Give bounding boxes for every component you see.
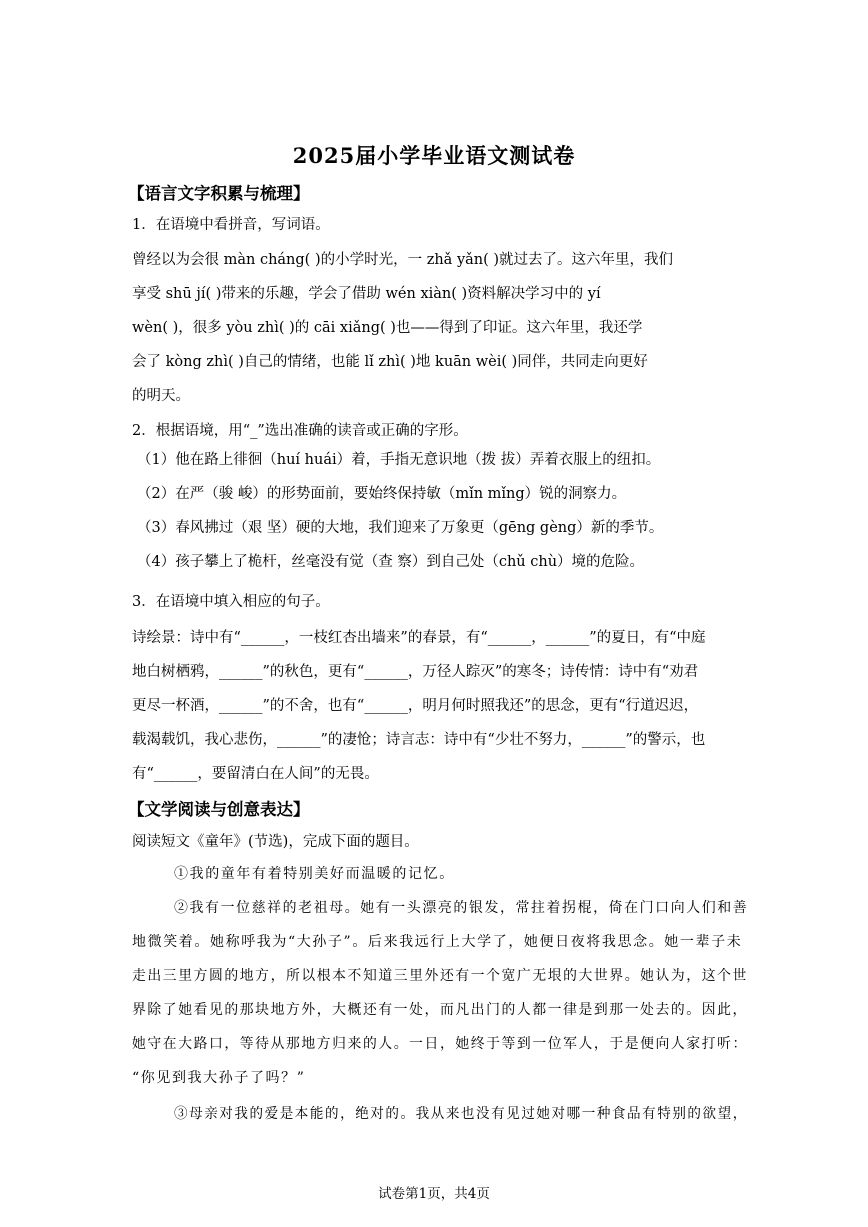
question-3-stem: 3．在语境中填入相应的句子。 <box>132 594 330 610</box>
question-1-line: wèn( )，很多 yòu zhì( )的 cāi xiǎng( )也——得到了印证。这六年里，我还学 <box>132 320 643 336</box>
passage-paragraph-2-line: 地微笑着。她称呼我为“大孙子”。后来我远行上大学了，她便日夜将我思念。她一辈子未 <box>132 934 743 950</box>
question-3-line: 地白树栖鸦，______”的秋色，更有“______，万径人踪灭”的寒冬；诗传情：诗中有“劝君 <box>132 664 699 680</box>
passage-paragraph-2-line: ②我有一位慈祥的老祖母。她有一头漂亮的银发，常拄着拐棍，倚在门口向人们和善 <box>174 900 749 916</box>
passage-paragraph-2-line: 走出三里方圆的地方，所以根本不知道三里外还有一个宽广无垠的大世界。她认为，这个世 <box>132 968 748 984</box>
section-heading-reading: 【文学阅读与创意表达】 <box>128 800 310 819</box>
question-3-line: 载渴载饥，我心悲伤，______”的凄怆；诗言志：诗中有“少壮不努力，______”的警示，也 <box>132 732 706 748</box>
question-3-line: 更尽一杯酒，______”的不舍，也有“______，明月何时照我还”的思念，更有“行道迟迟， <box>132 698 699 714</box>
passage-paragraph-3: ③母亲对我的爱是本能的，绝对的。我从来也没有见过她对哪一种食品有特别的欲望， <box>174 1106 748 1122</box>
question-1-line: 会了 kòng zhì( )自己的情绪，也能 lǐ zhì( )地 kuān wèi( )同伴，共同走向更好 <box>132 354 648 370</box>
question-3-line: 有“______，要留清白在人间”的无畏。 <box>132 766 379 782</box>
section-heading-language: 【语言文字积累与梳理】 <box>128 184 310 203</box>
passage-paragraph-1: ①我的童年有着特别美好而温暖的记忆。 <box>174 866 455 882</box>
passage-paragraph-2-line: 她守在大路口，等待从那地方归来的人。一日，她终于等到一位军人，于是便向人家打听： <box>132 1036 748 1052</box>
question-3-line: 诗绘景：诗中有“______，一枝红杏出墙来”的春景，有“______，______”的夏日，有“中庭 <box>132 630 706 646</box>
page-footer: 试卷第1页，共4页 <box>378 1186 490 1202</box>
page-title: 2025届小学毕业语文测试卷 <box>292 143 576 168</box>
question-1-line: 曾经以为会很 màn cháng( )的小学时光，一 zhǎ yǎn( )就过去了。这六年里，我们 <box>132 252 674 268</box>
question-1-line: 享受 shū jí( )带来的乐趣，学会了借助 wén xiàn( )资料解决学习中的 yí <box>132 286 601 302</box>
passage-paragraph-2-line: “你见到我大孙子了吗？” <box>132 1070 306 1086</box>
question-1-line: 的明天。 <box>132 388 190 404</box>
question-1-stem: 1．在语境中看拼音，写词语。 <box>132 217 330 233</box>
question-2-item: （2）在严（骏 峻）的形势面前，要始终保持敏（mǐn mǐng）锐的洞察力。 <box>137 486 627 502</box>
question-2-item: （4）孩子攀上了桅杆，丝毫没有觉（查 察）到自己处（chǔ chù）境的危险。 <box>137 554 645 570</box>
passage-paragraph-2-line: 界除了她看见的那块地方外，大概还有一处，而凡出门的人都一律是到那一处去的。因此， <box>132 1002 748 1018</box>
question-2-item: （1）他在路上徘徊（huí huái）着，手指无意识地（拨 拔）弄着衣服上的纽扣。 <box>137 452 661 468</box>
reading-intro: 阅读短文《童年》(节选)，完成下面的题目。 <box>132 834 419 850</box>
question-2-stem: 2．根据语境，用“_”选出准确的读音或正确的字形。 <box>132 423 468 439</box>
question-2-item: （3）春风拂过（艰 坚）硬的大地，我们迎来了万象更（gēng gèng）新的季节。 <box>137 520 664 536</box>
